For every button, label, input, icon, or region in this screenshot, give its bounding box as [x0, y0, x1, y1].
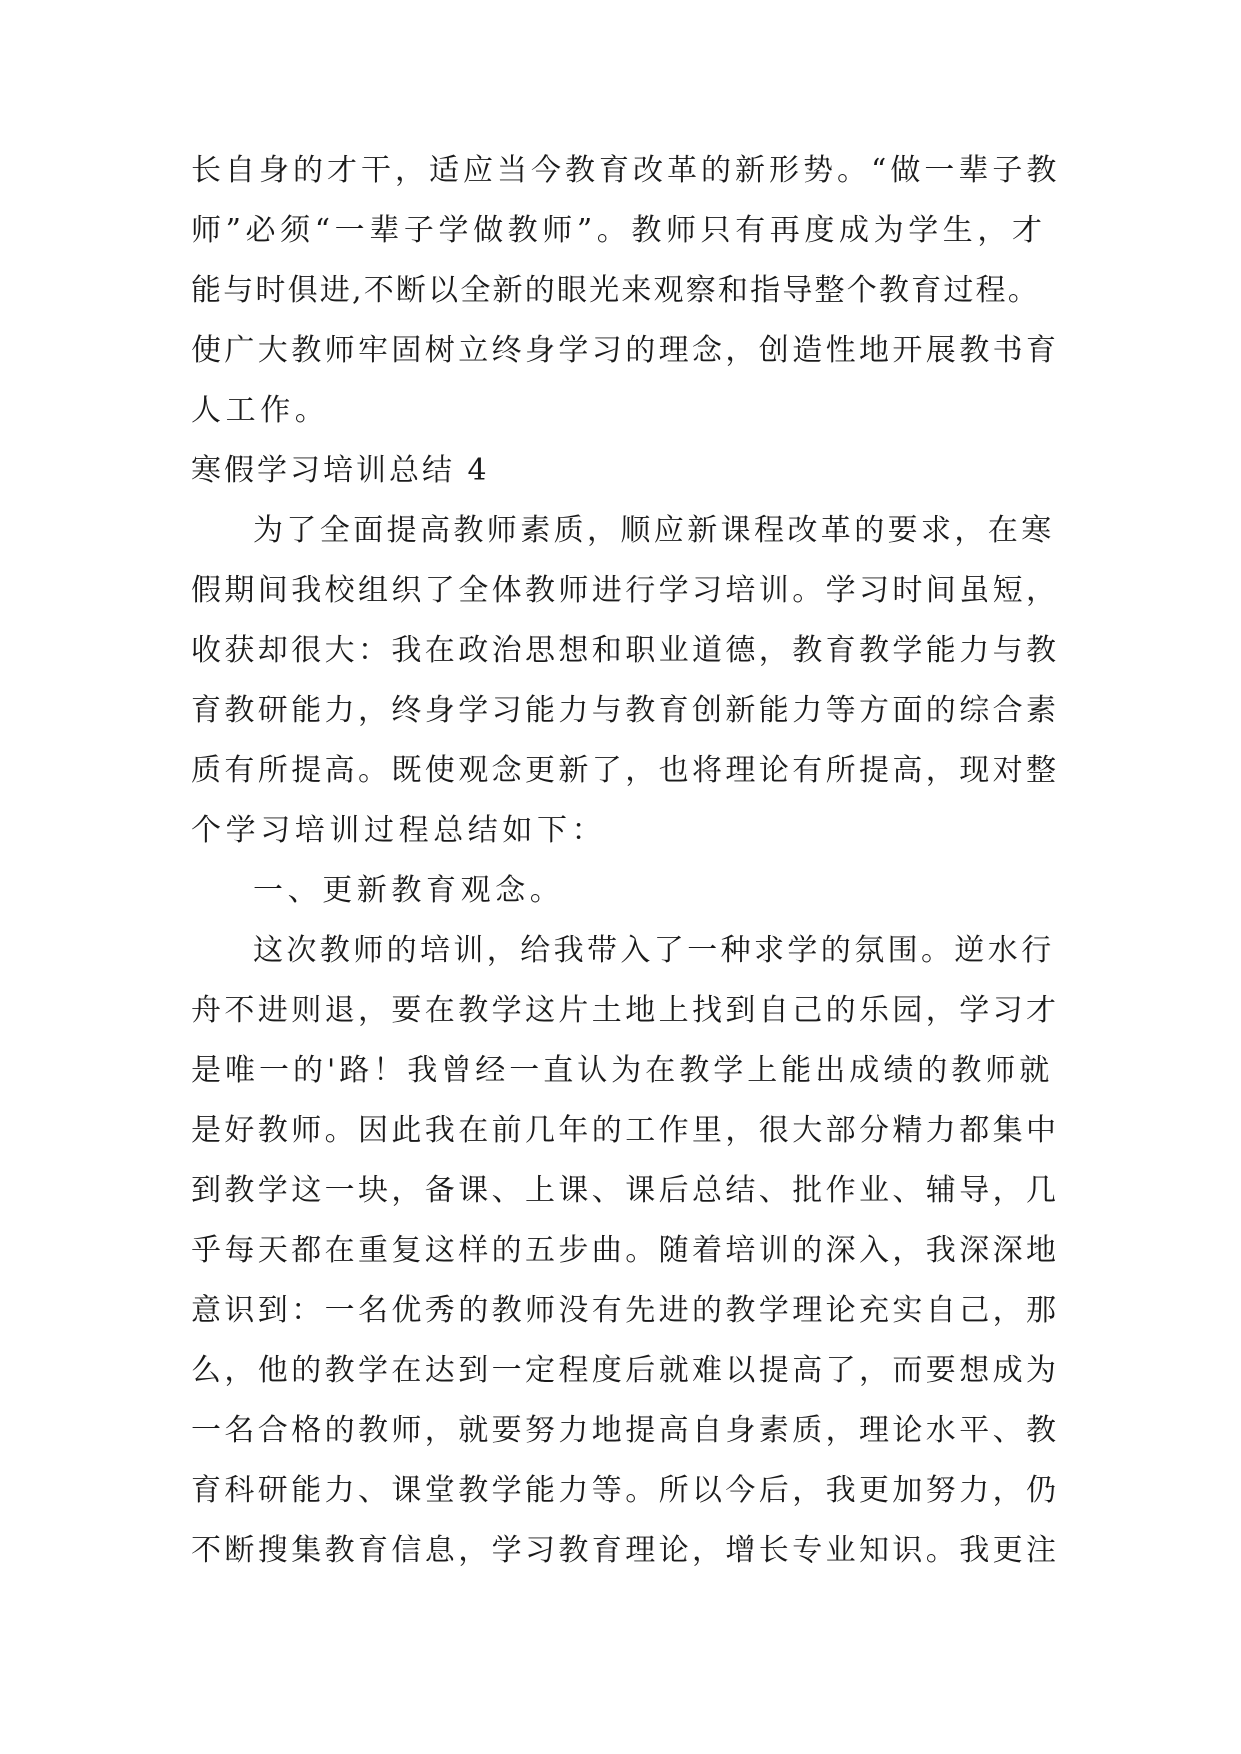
paragraph-line: 收获却很大：我在政治思想和职业道德，教育教学能力与教: [191, 633, 1060, 668]
paragraph-line: 假期间我校组织了全体教师进行学习培训。学习时间虽短，: [191, 573, 1060, 608]
paragraph-line: 人工作。: [191, 393, 330, 428]
paragraph-line: 师”必须“一辈子学做教师”。教师只有再度成为学生，才: [191, 213, 1047, 248]
section-heading: 寒假学习培训总结 4: [191, 453, 490, 488]
paragraph-line: 个学习培训过程总结如下：: [191, 813, 607, 848]
paragraph-line: 意识到：一名优秀的教师没有先进的教学理论充实自己，那: [191, 1293, 1060, 1328]
paragraph-line: 能与时俱进,不断以全新的眼光来观察和指导整个教育过程。: [191, 273, 1040, 308]
paragraph-line: 不断搜集教育信息，学习教育理论，增长专业知识。我更注: [191, 1533, 1060, 1568]
paragraph-line: 么，他的教学在达到一定程度后就难以提高了，而要想成为: [191, 1353, 1060, 1388]
paragraph-line: 育教研能力，终身学习能力与教育创新能力等方面的综合素: [191, 693, 1060, 728]
paragraph-line: 使广大教师牢固树立终身学习的理念，创造性地开展教书育: [191, 333, 1060, 368]
paragraph-line: 为了全面提高教师素质，顺应新课程改革的要求，在寒: [253, 513, 1055, 548]
paragraph-line: 这次教师的培训，给我带入了一种求学的氛围。逆水行: [253, 933, 1055, 968]
paragraph-line: 质有所提高。既使观念更新了，也将理论有所提高，现对整: [191, 753, 1060, 788]
paragraph-line: 一名合格的教师，就要努力地提高自身素质，理论水平、教: [191, 1413, 1060, 1448]
paragraph-line: 育科研能力、课堂教学能力等。所以今后，我更加努力，仍: [191, 1473, 1060, 1508]
paragraph-line: 乎每天都在重复这样的五步曲。随着培训的深入，我深深地: [191, 1233, 1060, 1268]
paragraph-line: 舟不进则退，要在教学这片土地上找到自己的乐园，学习才: [191, 993, 1060, 1028]
paragraph-line: 到教学这一块，备课、上课、课后总结、批作业、辅导，几: [191, 1173, 1060, 1208]
paragraph-line: 长自身的才干，适应当今教育改革的新形势。“做一辈子教: [191, 153, 1061, 188]
paragraph-line: 是唯一的'路！我曾经一直认为在教学上能出成绩的教师就: [191, 1053, 1054, 1088]
paragraph-line: 是好教师。因此我在前几年的工作里，很大部分精力都集中: [191, 1113, 1060, 1148]
subsection-heading: 一、更新教育观念。: [253, 873, 565, 908]
